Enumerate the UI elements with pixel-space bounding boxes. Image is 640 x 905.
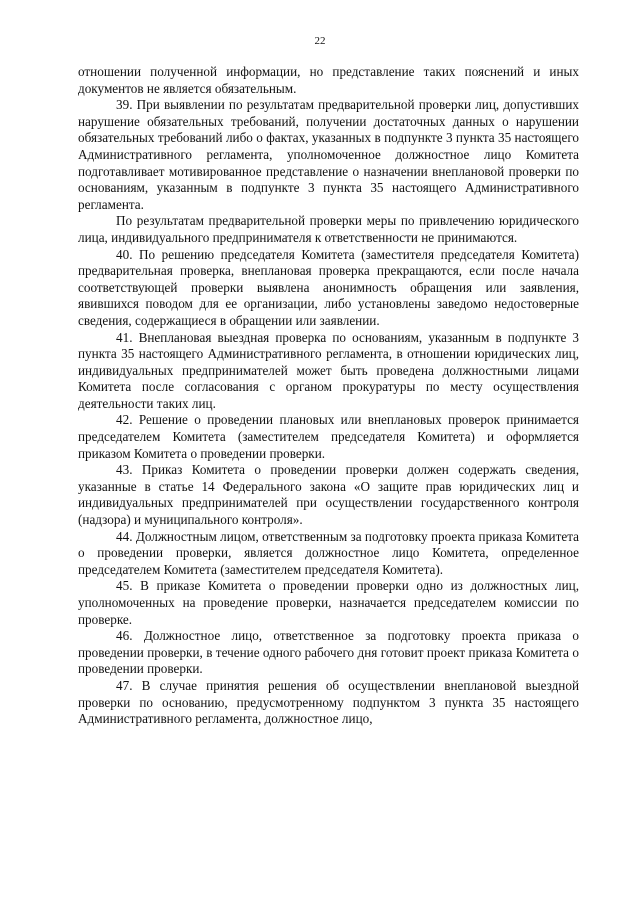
paragraph-continuation: отношении полученной информации, но представление таких пояснений и иных документов не является обязательным. — [78, 64, 579, 96]
paragraph-42: 42. Решение о проведении плановых или внеплановых проверок принимается председателем Комитета (заместителем председателя Комитета) и оформляется приказом Комитета о проведении проверки. — [78, 412, 579, 461]
paragraph-47: 47. В случае принятия решения об осуществлении внеплановой выездной проверки по основанию, предусмотренному подпунктом 3 пункта 35 настоящего Административного регламента, должностное лицо, — [78, 677, 579, 727]
paragraph-39-note: По результатам предварительной проверки меры по привлечению юридического лица, индивидуального предпринимателя к ответственности не принимаются. — [78, 213, 579, 245]
paragraph-43: 43. Приказ Комитета о проведении проверки должен содержать сведения, указанные в статье 14 Федерального закона «О защите прав юридических лиц и индивидуальных предпринимателей при осуществлении государственного контроля (надзора) и муниципального контроля». — [78, 462, 579, 528]
paragraph-45: 45. В приказе Комитета о проведении проверки одно из должностных лиц, уполномоченных на проведение проверки, назначается председателем комиссии по проверке. — [78, 578, 579, 627]
paragraph-46: 46. Должностное лицо, ответственное за подготовку проекта приказа о проведении проверки, в течение одного рабочего дня готовит проект приказа Комитета о проведении проверки. — [78, 628, 579, 677]
paragraph-41: 41. Внеплановая выездная проверка по основаниям, указанным в подпункте 3 пункта 35 настоящего Административного регламента, в отношении юридических лиц, индивидуальных предпринимателей может быть проведена должностными лицами Комитета после согласования с органом прокуратуры по месту осуществления деятельности таких лиц. — [78, 329, 579, 411]
page-number: 22 — [314, 35, 326, 47]
document-body — [78, 64, 579, 728]
paragraph-39: 39. При выявлении по результатам предварительной проверки лиц, допустивших нарушение обязательных требований, получении достаточных данных о нарушении обязательных требований либо о фактах, указанных в подпункте 3 пункта 35 настоящего Административного регламента, уполномоченное должностное лицо Комитета подготавливает мотивированное представление о назначении внеплановой проверки по основаниям, указанным в подпункте 3 пункта 35 настоящего Административного регламента. — [78, 97, 579, 212]
paragraph-44: 44. Должностным лицом, ответственным за подготовку проекта приказа Комитета о проведении проверки, является должностное лицо Комитета, определенное председателем Комитета (заместителем председателя Комитета). — [78, 528, 579, 577]
paragraph-40: 40. По решению председателя Комитета (заместителя председателя Комитета) предварительная проверка, внеплановая проверка прекращаются, если после начала соответствующей проверки выявлена анонимность обращения или заявления, явившихся поводом для ее организации, либо установлены заведомо недостоверные сведения, содержащиеся в обращении или заявлении. — [78, 246, 579, 328]
